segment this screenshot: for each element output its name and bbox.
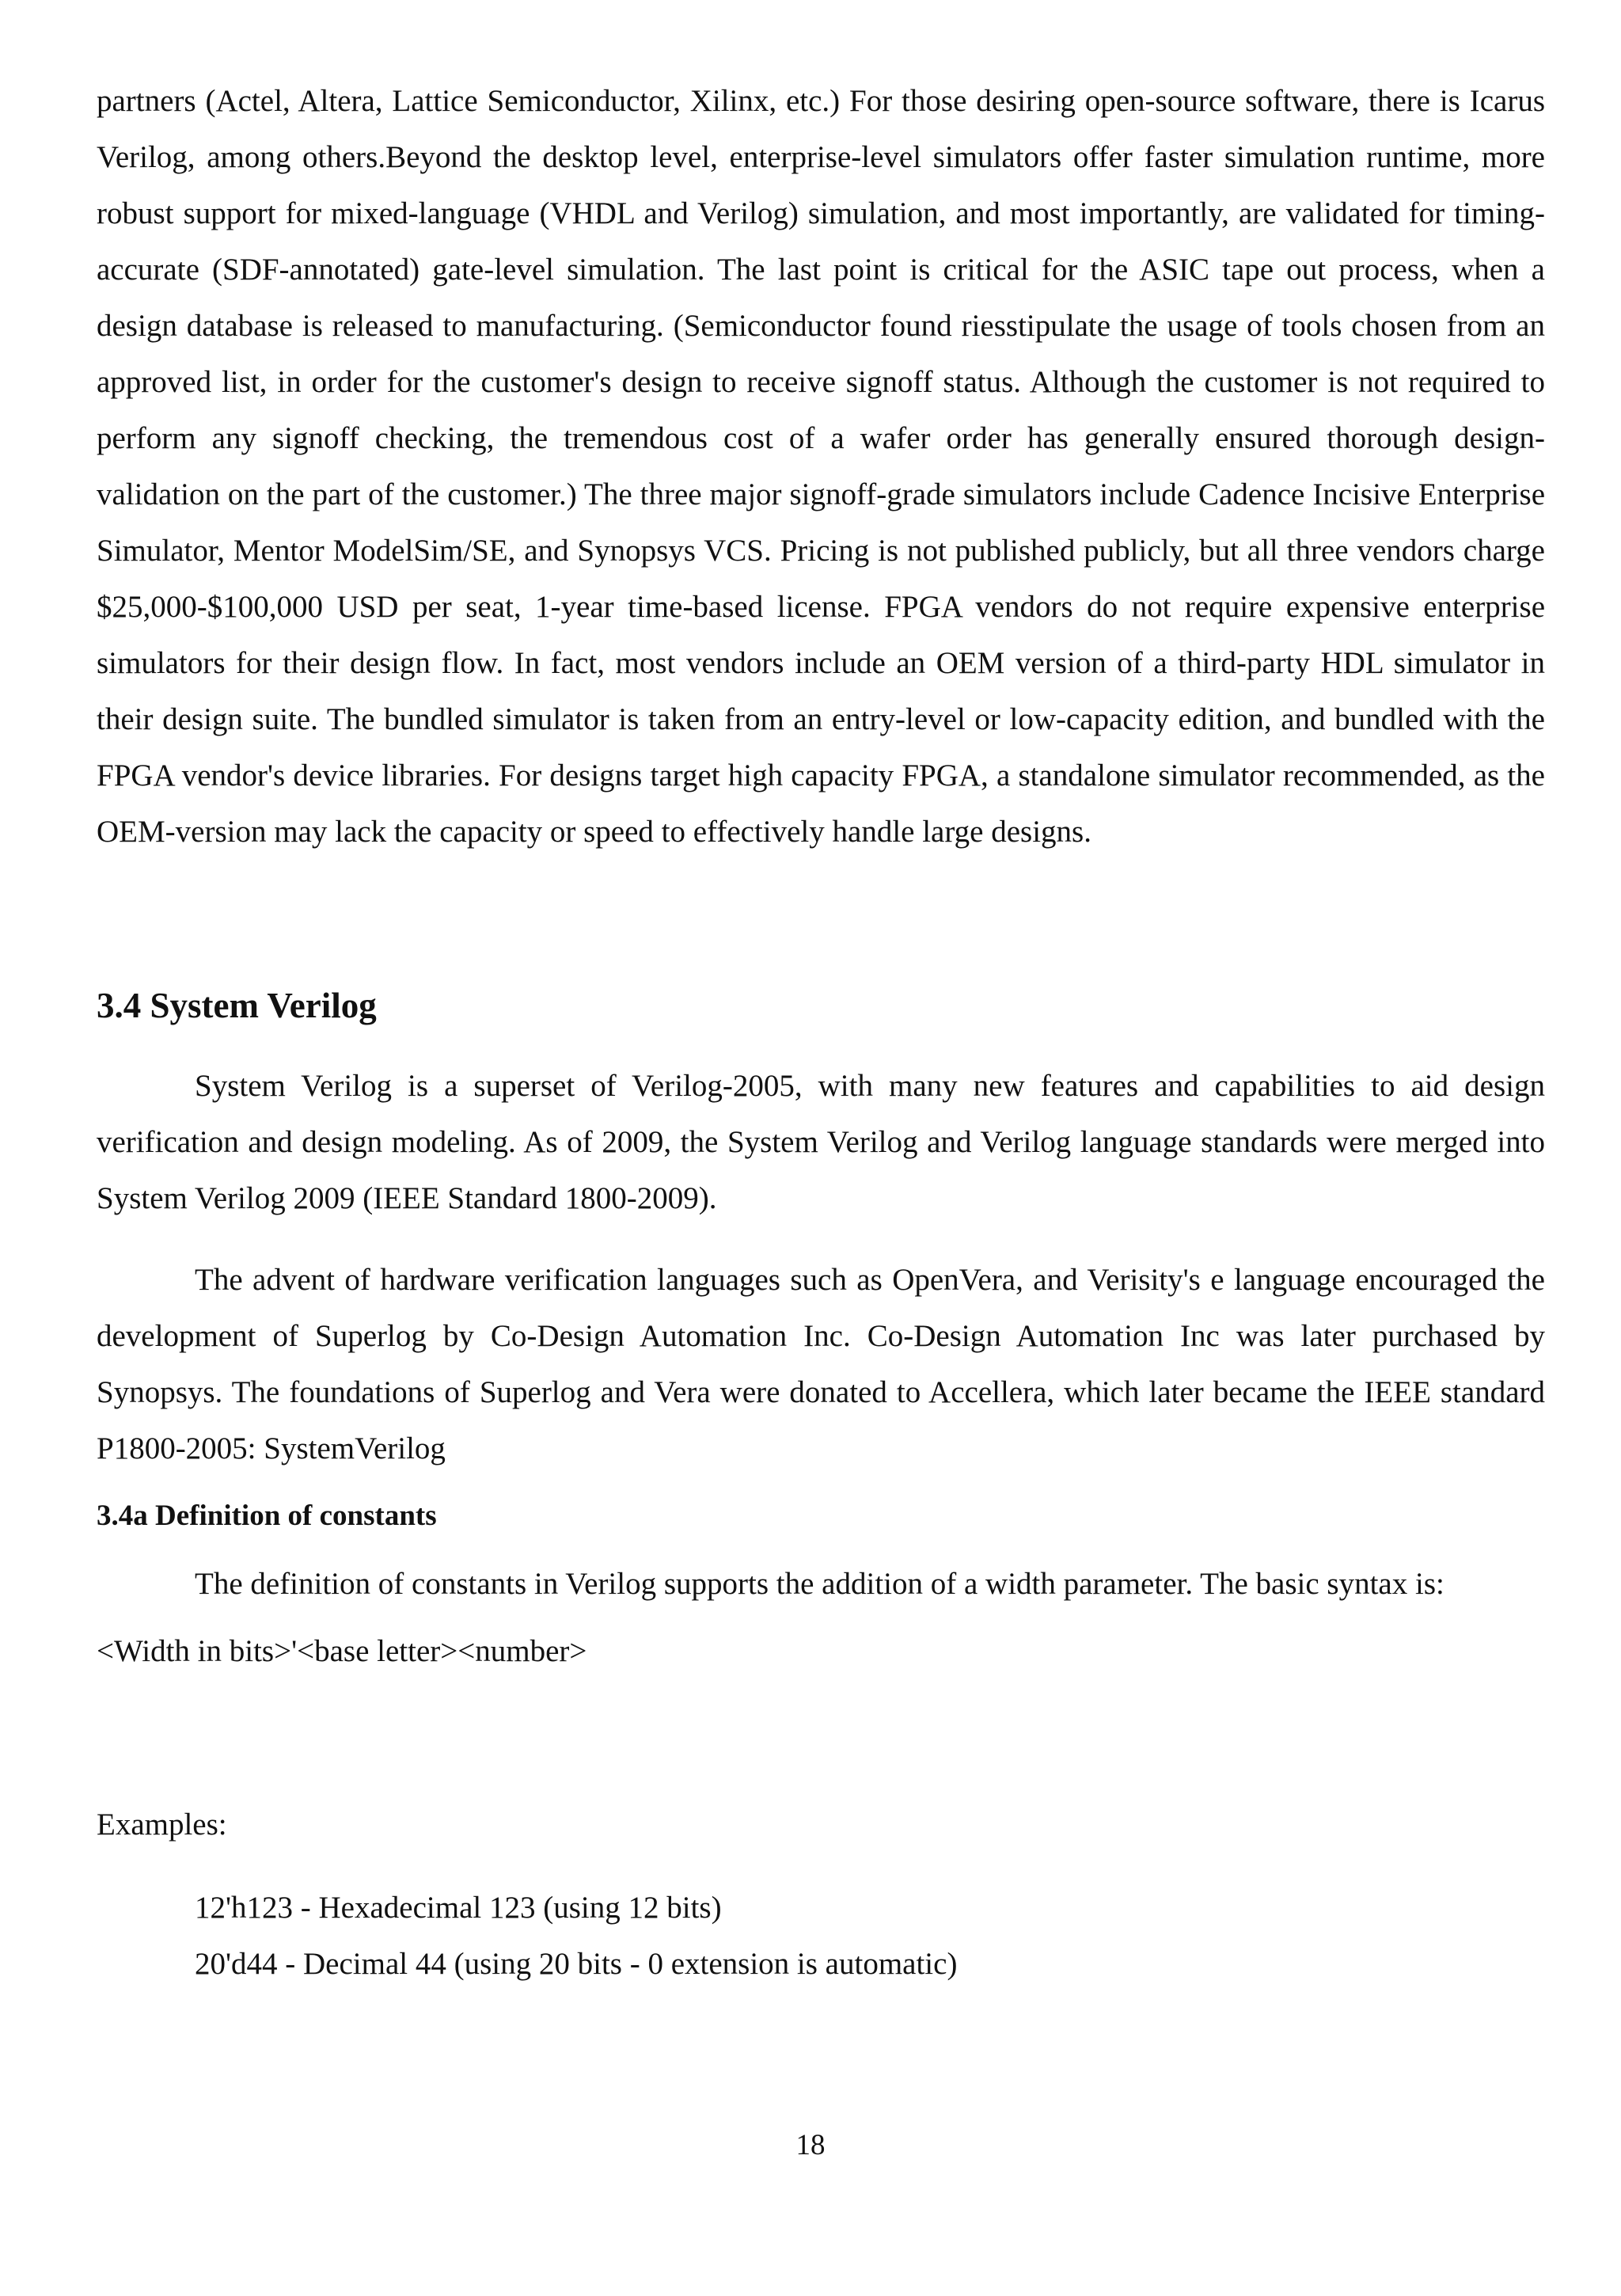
paragraph-system-verilog-intro: System Verilog is a superset of Verilog-2005, with many new features and capabilities to aid design verification and design modeling. As of 2009, the System Verilog and Verilog language standards were merged into System Verilog 2009 (IEEE Standard 1800-2009). <box>97 1069 1545 1215</box>
example-item: 12'h123 - Hexadecimal 123 (using 12 bits) <box>195 1891 722 1925</box>
example-item: 20'd44 - Decimal 44 (using 20 bits - 0 extension is automatic) <box>195 1947 958 1981</box>
paragraph-system-verilog-history: The advent of hardware verification languages such as OpenVera, and Verisity's e language encouraged the development of Superlog by Co-Design Automation Inc. Co-Design Automation Inc was later purchased by Synopsys. The foundations of Superlog and Vera were donated to Accellera, which later became the IEEE standard P1800-2005: SystemVerilog <box>97 1263 1545 1465</box>
page-content <box>97 73 1545 1992</box>
paragraph-simulators: partners (Actel, Altera, Lattice Semiconductor, Xilinx, etc.) For those desiring open-source software, there is Icarus Verilog, among others.Beyond the desktop level, enterprise-level simulators offer faster simulation runtime, more robust support for mixed-language (VHDL and Verilog) simulation, and most importantly, are validated for timing-accurate (SDF-annotated) gate-level simulation. The last point is critical for the ASIC tape out process, when a design database is released to manufacturing. (Semiconductor found riesstipulate the usage of tools chosen from an approved list, in order for the customer's design to receive signoff status. Although the customer is not required to perform any signoff checking, the tremendous cost of a wafer order has generally ensured thorough design-validation on the part of the customer.) The three major signoff-grade simulators include Cadence Incisive Enterprise Simulator, Mentor ModelSim/SE, and Synopsys VCS. Pricing is not published publicly, but all three vendors charge $25,000-$100,000 USD per seat, 1-year time-based license. FPGA vendors do not require expensive enterprise simulators for their design flow. In fact, most vendors include an OEM version of a third-party HDL simulator in their design suite. The bundled simulator is taken from an entry-level or low-capacity edition, and bundled with the FPGA vendor's device libraries. For designs target high capacity FPGA, a standalone simulator recommended, as the OEM-version may lack the capacity or speed to effectively handle large designs. <box>97 84 1545 849</box>
syntax-line: <Width in bits>'<base letter><number> <box>97 1634 587 1668</box>
subsection-heading: 3.4a Definition of constants <box>97 1500 437 1532</box>
page-number: 18 <box>795 2129 826 2161</box>
paragraph-constants: The definition of constants in Verilog supports the addition of a width parameter. The basic syntax is: <box>195 1567 1444 1601</box>
examples-label: Examples: <box>97 1808 227 1842</box>
section-heading: 3.4 System Verilog <box>97 986 377 1025</box>
